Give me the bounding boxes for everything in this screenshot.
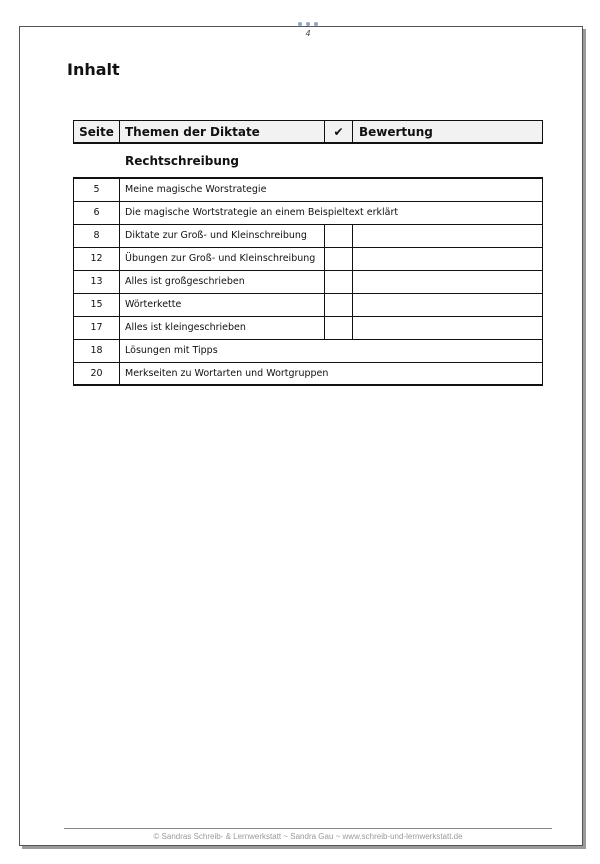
- table-row: [74, 270, 543, 293]
- table-row: [74, 224, 543, 247]
- entry-check-cell[interactable]: [325, 247, 353, 270]
- entry-rating-cell[interactable]: [353, 293, 543, 316]
- entry-topic: Diktate zur Groß- und Kleinschreibung: [120, 224, 325, 247]
- entry-rating-cell[interactable]: [353, 270, 543, 293]
- entry-topic: Wörterkette: [120, 293, 325, 316]
- entry-page-number: 20: [74, 362, 120, 385]
- checkmark-icon: ✔: [325, 121, 353, 142]
- entry-check-cell[interactable]: [325, 224, 353, 247]
- dot-icon: [298, 22, 302, 26]
- entry-topic: Übungen zur Groß- und Kleinschreibung: [120, 247, 325, 270]
- dot-icon: [306, 22, 310, 26]
- entry-check-cell[interactable]: [325, 270, 353, 293]
- document-page: [19, 26, 583, 846]
- page-number: 4: [305, 29, 311, 38]
- entry-page-number: 8: [74, 224, 120, 247]
- table-row: [74, 293, 543, 316]
- entry-page-number: 13: [74, 270, 120, 293]
- toc-table: [73, 177, 543, 386]
- entry-page-number: 12: [74, 247, 120, 270]
- entry-rating-cell[interactable]: [353, 247, 543, 270]
- entry-page-number: 17: [74, 316, 120, 339]
- table-row: [74, 362, 543, 385]
- entry-topic: Meine magische Worstrategie: [120, 178, 543, 201]
- table-row: [74, 316, 543, 339]
- section-title: Rechtschreibung: [125, 154, 240, 168]
- page-title: Inhalt: [67, 60, 120, 79]
- page-indicator-dots: [298, 22, 318, 26]
- header-rating: Bewertung: [359, 124, 433, 139]
- entry-topic: Alles ist großgeschrieben: [120, 270, 325, 293]
- entry-page-number: 5: [74, 178, 120, 201]
- entry-page-number: 6: [74, 201, 120, 224]
- entry-rating-cell[interactable]: [353, 316, 543, 339]
- table-row: [74, 339, 543, 362]
- entry-topic: Lösungen mit Tipps: [120, 339, 543, 362]
- footer-divider: [64, 828, 552, 829]
- entry-topic: Alles ist kleingeschrieben: [120, 316, 325, 339]
- table-row: [74, 178, 543, 201]
- entry-page-number: 15: [74, 293, 120, 316]
- table-row: [74, 247, 543, 270]
- table-row: [74, 201, 543, 224]
- entry-check-cell[interactable]: [325, 316, 353, 339]
- entry-topic: Die magische Wortstrategie an einem Beispieltext erklärt: [120, 201, 543, 224]
- header-page: Seite: [74, 121, 120, 142]
- entry-topic: Merkseiten zu Wortarten und Wortgruppen: [120, 362, 543, 385]
- footer-text: © Sandras Schreib- & Lernwerkstatt ~ Sandra Gau ~ www.schreib-und-lernwerkstatt.de: [153, 832, 463, 841]
- toc-header-row: [73, 120, 543, 144]
- dot-icon: [314, 22, 318, 26]
- entry-check-cell[interactable]: [325, 293, 353, 316]
- entry-page-number: 18: [74, 339, 120, 362]
- entry-rating-cell[interactable]: [353, 224, 543, 247]
- header-topic: Themen der Diktate: [120, 121, 325, 142]
